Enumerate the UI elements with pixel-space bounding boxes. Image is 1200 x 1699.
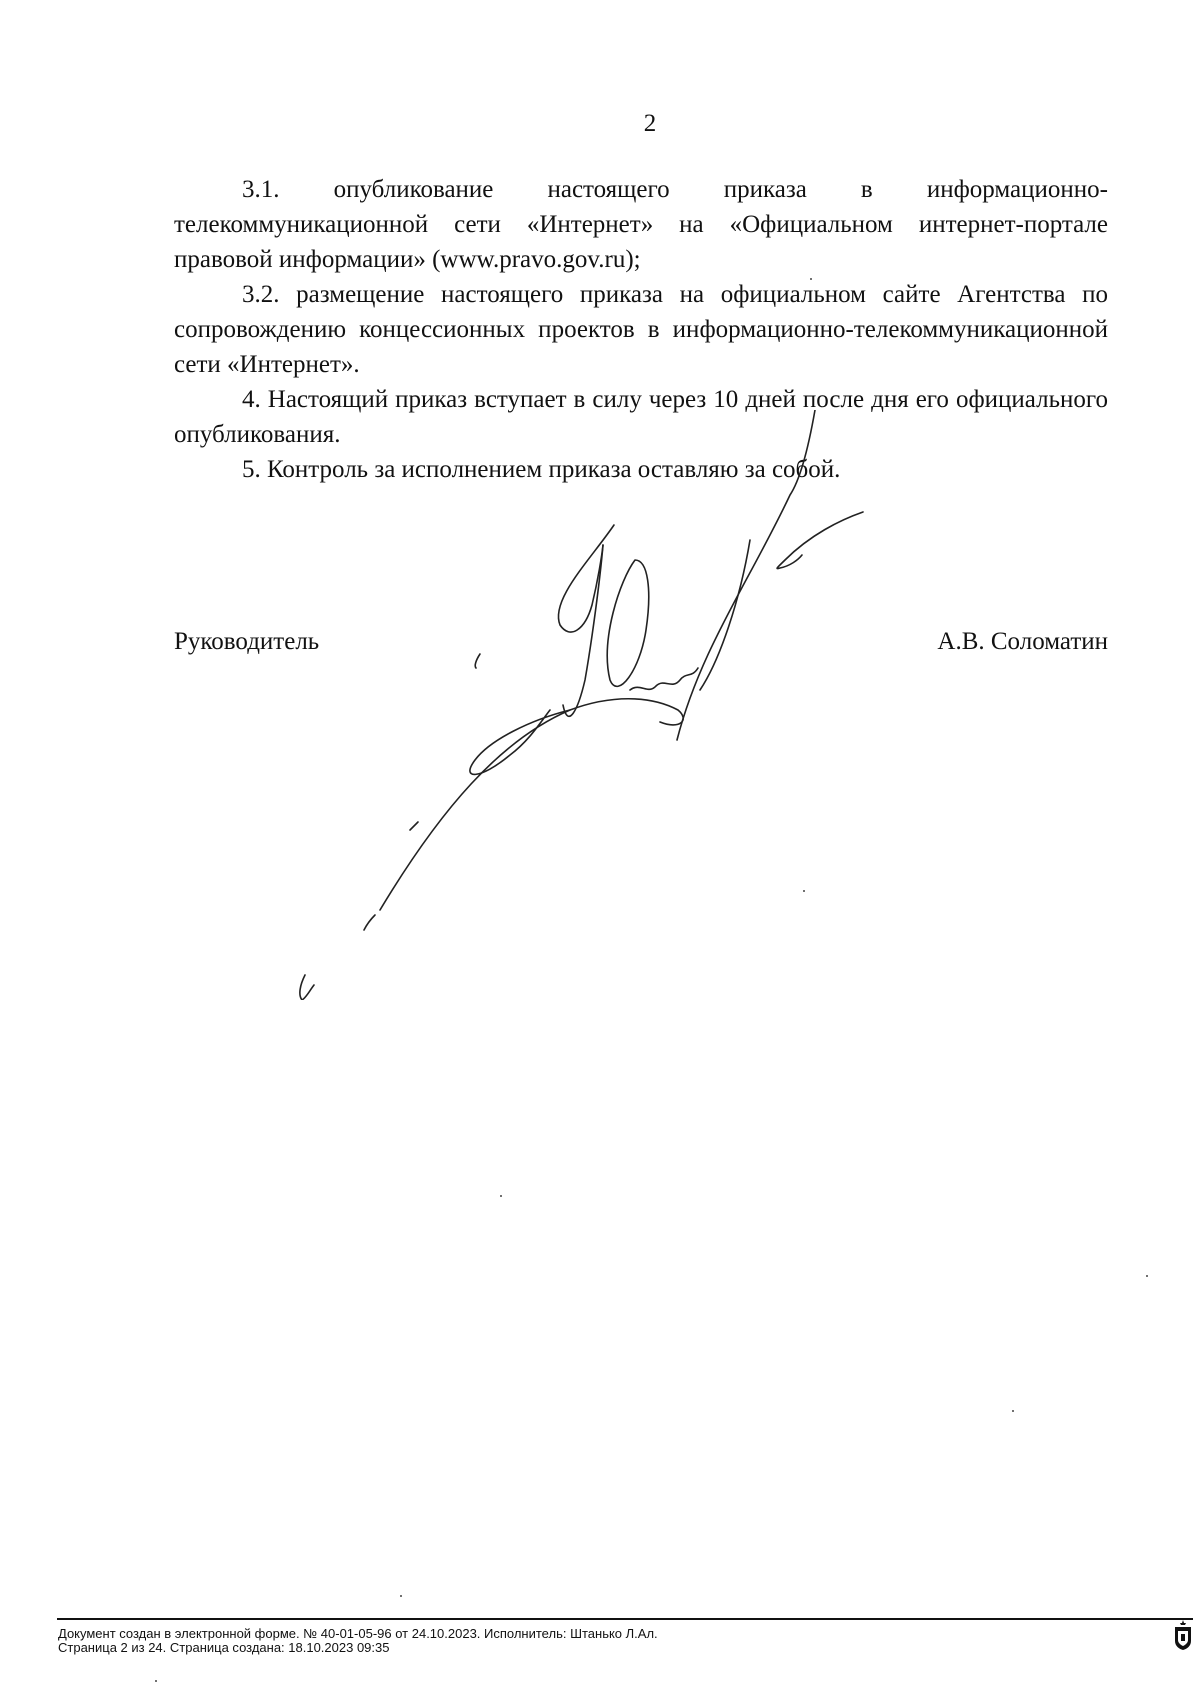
scan-speck <box>810 278 812 280</box>
paragraph-3-1: 3.1. опубликование настоящего приказа в информационно-телекоммуникационной сети «Интернет» на «Официальном интернет-портале правовой информации» (www.pravo.gov.ru); <box>174 176 1108 273</box>
scan-speck <box>803 890 805 892</box>
document-body <box>174 172 1108 487</box>
footer-page-info: Страница 2 из 24. Страница создана: 18.10.2023 09:35 <box>58 1640 390 1655</box>
scan-speck <box>1146 1275 1148 1277</box>
handwritten-signature <box>280 410 880 1000</box>
signatory-title: Руководитель <box>174 628 320 655</box>
signatory-name: А.В. Соломатин <box>937 628 1108 655</box>
coat-of-arms-icon <box>1173 1619 1193 1651</box>
paragraph-5: 5. Контроль за исполнением приказа оставляю за собой. <box>242 456 841 483</box>
scan-speck <box>155 1680 157 1682</box>
scan-speck <box>500 1195 502 1197</box>
scan-speck <box>400 1595 402 1597</box>
paragraph-3-2: 3.2. размещение настоящего приказа на официальном сайте Агентства по сопровождению концессионных проектов в информационно-телекоммуникационной сети «Интернет». <box>174 281 1108 378</box>
page-number: 2 <box>643 110 657 137</box>
paragraph-4: 4. Настоящий приказ вступает в силу через 10 дней после дня его официального опубликования. <box>174 386 1108 448</box>
scan-speck <box>1012 1410 1014 1412</box>
document-footer <box>58 1627 658 1655</box>
footer-document-info: Документ создан в электронной форме. № 40-01-05-96 от 24.10.2023. Исполнитель: Штанько Л.Ал. <box>58 1626 658 1641</box>
footer-divider <box>57 1618 1193 1620</box>
